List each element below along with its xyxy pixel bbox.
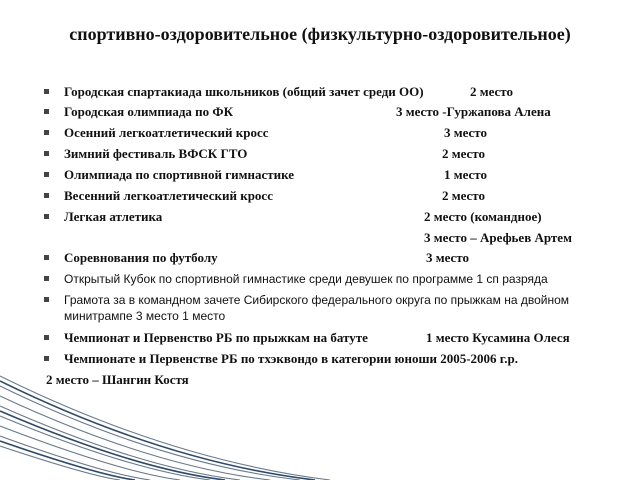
item-result: 3 место -Гуржапова Алена bbox=[396, 104, 551, 119]
item-name: Весенний легкоатлетический кросс bbox=[64, 188, 273, 203]
item-name: Зимний фестиваль ВФСК ГТО bbox=[64, 146, 248, 161]
item-result: 2 место (командное) bbox=[424, 209, 542, 224]
item-result: 2 место bbox=[442, 146, 486, 161]
item-name: Соревнования по футболу bbox=[64, 250, 218, 265]
item-name: Городская олимпиада по ФК bbox=[64, 104, 234, 119]
item-name: Чемпионат и Первенство РБ по прыжкам на батуте bbox=[64, 330, 368, 345]
decorative-stripes bbox=[0, 360, 640, 480]
item-name: Грамота за в командном зачете Сибирского федерального округа по прыжкам на двойном минитрампе 3 место 1 место bbox=[64, 293, 569, 323]
item-result: 3 место bbox=[444, 125, 488, 140]
item-result: 1 место bbox=[444, 167, 488, 182]
item-name: Городская спартакиада школьников (общий зачет среди ОО) bbox=[64, 84, 424, 99]
item-name: Олимпиада по спортивной гимнастике bbox=[64, 167, 295, 182]
item-name: Чемпионате и Первенстве РБ по тхэквондо в категории юноши 2005-2006 г.р. bbox=[64, 351, 518, 366]
item-result: 3 место bbox=[426, 250, 470, 265]
footer-result: 2 место – Шангин Костя bbox=[46, 372, 189, 387]
slide-title: спортивно-оздоровительное (физкультурно-оздоровительное) bbox=[69, 24, 571, 44]
item-result: 1 место Кусамина Олеся bbox=[426, 330, 570, 345]
item-name: Легкая атлетика bbox=[64, 209, 163, 224]
item-result: 2 место bbox=[442, 188, 486, 203]
item-name: Открытый Кубок по спортивной гимнастике среди девушек по программе 1 сп разряда bbox=[64, 272, 548, 286]
item-name: Осенний легкоатлетический кросс bbox=[64, 125, 269, 140]
athletics-extra-result: 3 место – Арефьев Артем bbox=[424, 230, 572, 245]
item-result: 2 место bbox=[470, 84, 514, 99]
